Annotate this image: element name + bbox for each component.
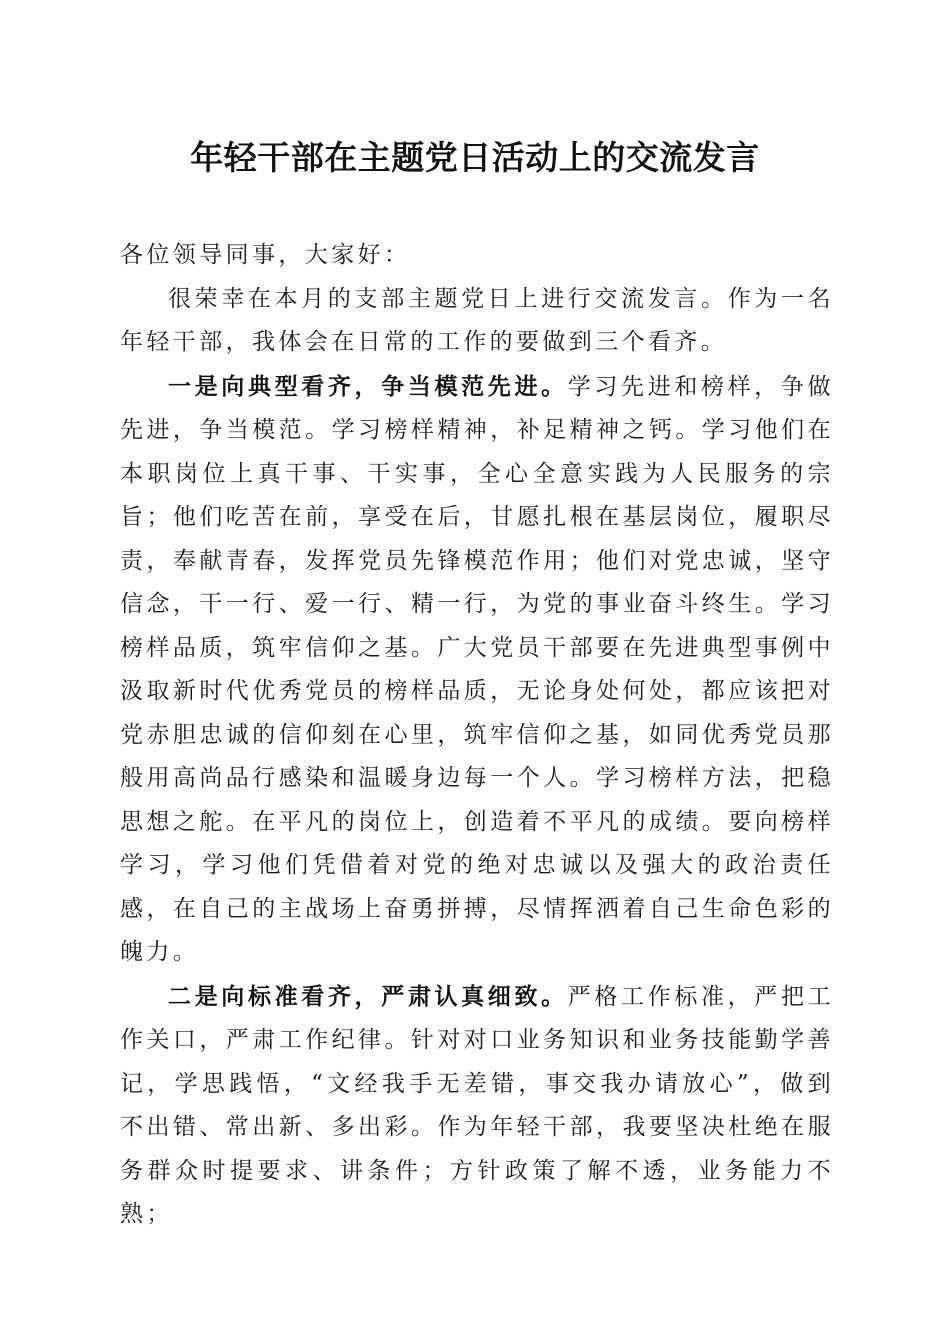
paragraph-point-two — [120, 975, 834, 1237]
paragraph-intro — [120, 278, 834, 365]
document-title: 年轻干部在主题党日活动上的交流发言 — [190, 138, 760, 177]
paragraph-point-two-text: 严格工作标准，严把工作关口，严肃工作纪律。针对对口业务知识和业务技能勤学善记，学思践悟，“文经我手无差错，事交我办请放心”，做到不出错、常出新、多出彩。作为年轻干部，我要坚决杜绝在服务群众时提要求、讲条件；方针政策了解不透，业务能力不熟； — [120, 983, 834, 1227]
paragraph-point-one — [120, 365, 834, 975]
paragraph-point-one-heading: 一是向典型看齐，争当模范先进。 — [168, 372, 568, 400]
greeting-line: 各位领导同事，大家好： — [120, 242, 411, 268]
paragraph-point-one-text: 学习先进和榜样，争做先进，争当模范。学习榜样精神，补足精神之钙。学习他们在本职岗位上真干事、干实事，全心全意实践为人民服务的宗旨；他们吃苦在前，享受在后，甘愿扎根在基层岗位，履职尽责，奉献青春，发挥党员先锋模范作用；他们对党忠诚，坚守信念，干一行、爱一行、精一行，为党的事业奋斗终生。学习榜样品质，筑牢信仰之基。广大党员干部要在先进典型事例中汲取新时代优秀党员的榜样品质，无论身处何处，都应该把对党赤胆忠诚的信仰刻在心里，筑牢信仰之基，如同优秀党员那般用高尚品行感染和温暖身边每一个人。学习榜样方法，把稳思想之舵。在平凡的岗位上，创造着不平凡的成绩。要向榜样学习，学习他们凭借着对党的绝对忠诚以及强大的政治责任感，在自己的主战场上奋勇拼搏，尽情挥洒着自己生命色彩的魄力。 — [120, 373, 834, 965]
paragraph-intro-text: 很荣幸在本月的支部主题党日上进行交流发言。作为一名年轻干部，我体会在日常的工作的要做到三个看齐。 — [120, 285, 834, 355]
document-body — [120, 234, 834, 1237]
paragraph-point-two-heading: 二是向标准看齐，严肃认真细致。 — [168, 982, 568, 1010]
